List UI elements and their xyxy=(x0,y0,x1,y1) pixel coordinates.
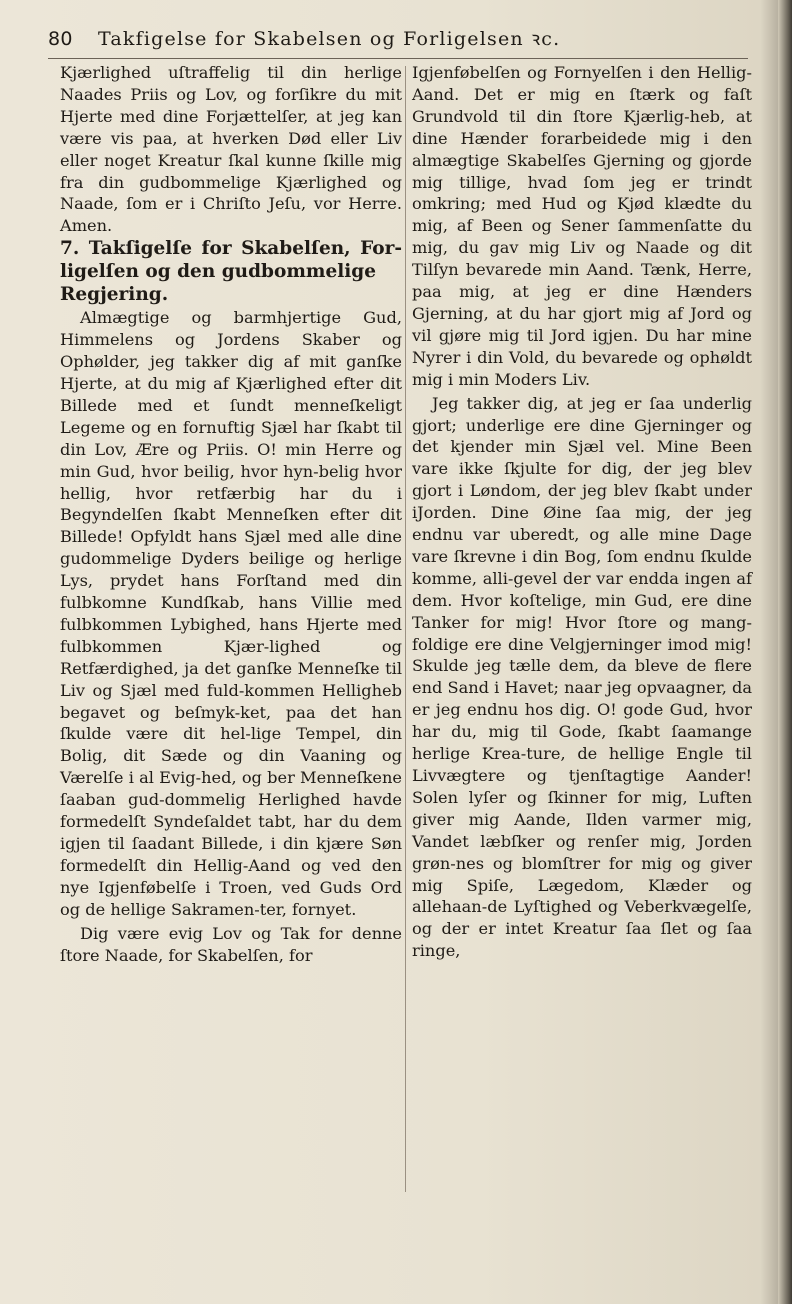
left-column xyxy=(60,62,402,966)
left-paragraph-1: Kjærlighed uſtraffelig til din herlige Naades Priis og Lov, og forſikre du mit Hjerte med dine Forjættelſer, at jeg kan være vis paa, at hverken Død eller Liv eller noget Kreatur ſkal kunne ſkille mig fra din gudbommelige Kjærlighed og Naade, ſom er i Chriſto Jeſu, vor Herre. Amen. xyxy=(60,63,402,236)
right-paragraph-2: Jeg takker dig, at jeg er ſaa underlig gjort; underlige ere dine Gjerninger og det kjender min Sjæl vel. Mine Been vare ikke ſkjulte for dig, der jeg blev gjort i Løndom, der jeg blev ſkabt under iJorden. Dine Øine ſaa mig, der jeg endnu var uberedt, og alle mine Dage vare ſkrevne i din Bog, ſom endnu ſkulde komme, alli-gevel der var endda ingen af dem. Hvor koſtelige, min Gud, ere dine Tanker for mig! Hvor ſtore og mang-foldige ere dine Velgjerninger imod mig! Skulde jeg tælle dem, da bleve de flere end Sand i Havet; naar jeg opvaagner, da er jeg endnu hos dig. O! gode Gud, hvor har du, mig til Gode, ſkabt ſaamange herlige Krea-ture, de hellige Engle til Livvægtere og tjenſtagtige Aander! Solen lyſer og ſkinner for mig, Luften giver mig Aande, Ilden varmer mig, Vandet læbſker og renſer mig, Jorden grøn-nes og blomſtrer for mig og giver mig Spiſe, Lægedom, Klæder og allehaan-de Lyſtighed og Veberkvægelſe, og der er intet Kreatur ſaa ſlet og ſaa ringe, xyxy=(412,393,753,961)
page-number: 80 xyxy=(48,28,73,50)
right-paragraph-1: Igjenføbelſen og Fornyelſen i den Hellig-Aand. Det er mig en ſtærk og faſt Grundvold til din ſtore Kjærlig-heb, at dine Hænder forarbeidede mig i den almægtige Skabelſes Gjerning og gjorde mig tillige, hvad ſom jeg er trindt omkring; med Hud og Kjød klædte du mig, af Been og Sener ſammenſatte du mig, du gav mig Liv og Naade og dit Tilſyn bevarede min Aand. Tænk, Herre, paa mig, at jeg er dine Hænders Gjerning, at du har gjort mig af Jord og vil gjøre mig til Jord igjen. Du har mine Nyrer i din Vold, du bevarede og ophøldt mig i min Moders Liv. xyxy=(412,63,752,389)
section-heading: 7. Takſigelſe for Skabelſen, For-ligelſen og den gudbommelige xyxy=(60,238,402,283)
running-title: Takfigelse for Skabelsen og Forligelsen ꝛc. xyxy=(98,28,561,50)
running-head xyxy=(48,24,748,54)
header-rule xyxy=(48,58,748,59)
page-edge-shadow xyxy=(778,0,792,1304)
column-divider xyxy=(405,66,406,1192)
left-paragraph-3: Dig være evig Lov og Tak for denne ſtore Naade, for Skabelſen, for xyxy=(60,923,402,965)
left-paragraph-2: Almægtige og barmhjertige Gud, Himmelens og Jordens Skaber og Ophølder, jeg takker dig af mit ganſke Hjerte, at du mig af Kjærlighed efter dit Billede med et ſundt menneſkeligt Legeme og en fornuftig Sjæl har ſkabt til din Lov, Ære og Priis. O! min Herre og min Gud, hvor beilig, hvor hyn-belig hvor hellig, hvor retfærbig har du i Begyndelſen ſkabt Menneſken efter dit Billede! Opfyldt hans Sjæl med alle dine gudommelige Dyders beilige og herlige Lys, prydet hans Forſtand med din fulbkomne Kundſkab, hans Villie med fulbkommen Lybighed, hans Hjerte med fulbkommen Kjær-lighed og Retfærdighed, ja det ganſke Menneſke til Liv og Sjæl med fuld-kommen Helligheb begavet og beſmyk-ket, paa det han ſkulde være dit hel-lige Tempel, din Bolig, dit Sæde og din Vaaning og Værelſe i al Evig-hed, og ber Menneſkene ſaaban gud-dommelig Herlighed havde formedelſt Syndeſaldet tabt, har du dem igjen til ſaadant Billede, i din kjære Søn formedelſt din Hellig-Aand og ved den nye Igjenføbelſe i Troen, ved Guds Ord og de hellige Sakramen-ter, fornyet. xyxy=(60,308,402,919)
right-column xyxy=(412,62,752,962)
section-heading-last-line: Regjering. xyxy=(60,284,169,306)
